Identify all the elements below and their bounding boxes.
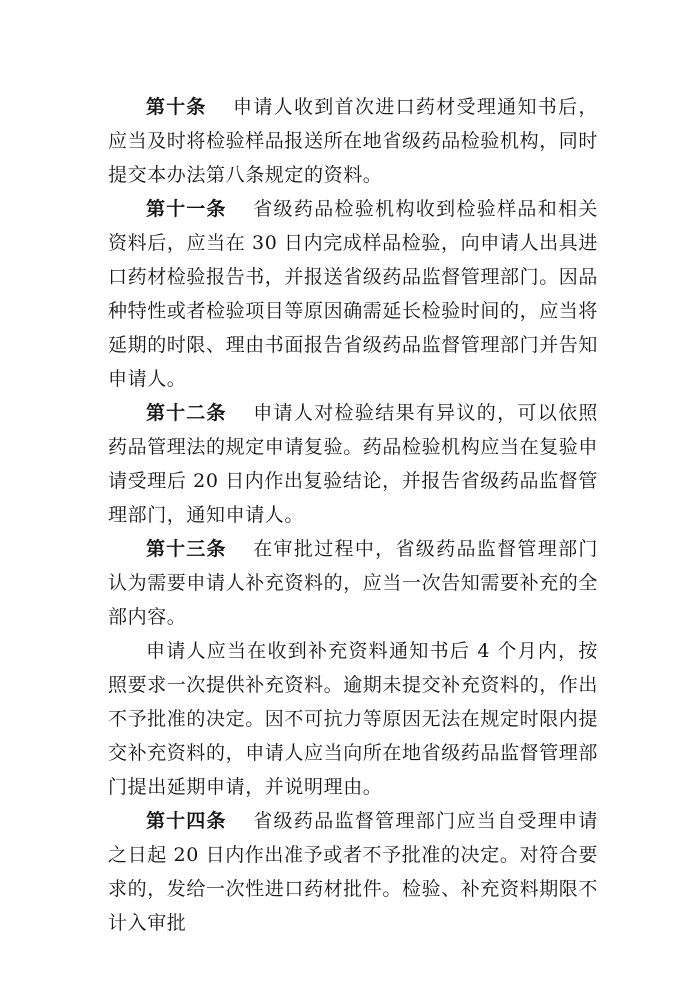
article-12-number: 第十二条	[146, 402, 227, 424]
article-10-number: 第十条	[146, 96, 207, 118]
article-10-text: 申请人收到首次进口药材受理通知书后，应当及时将检验样品报送所在地省级药品检验机构，同时提交本办法第八条规定的资料。	[108, 96, 599, 186]
article-14-paragraph	[108, 804, 598, 940]
article-11-number: 第十一条	[146, 198, 227, 220]
article-13-paragraph	[108, 532, 598, 634]
article-14-text: 省级药品监督管理部门应当自受理申请之日起 20 日内作出准予或者不予批准的决定。对符合要求的，发给一次性进口药材批件。检验、补充资料期限不计入审批	[108, 810, 599, 934]
article-11-text: 省级药品检验机构收到检验样品和相关资料后，应当在 30 日内完成样品检验，向申请人出具进口药材检验报告书，并报送省级药品监督管理部门。因品种特性或者检验项目等原因确需延长检验时间的，应当将延期的时限、理由书面报告省级药品监督管理部门并告知申请人。	[108, 198, 599, 390]
document-page	[108, 90, 598, 940]
article-12-paragraph	[108, 396, 598, 532]
article-11-paragraph	[108, 192, 598, 396]
article-10-paragraph	[108, 90, 598, 192]
article-13-text: 在审批过程中，省级药品监督管理部门认为需要申请人补充资料的，应当一次告知需要补充的全部内容。	[108, 538, 599, 628]
article-14-number: 第十四条	[146, 810, 227, 832]
article-13-continuation-text: 申请人应当在收到补充资料通知书后 4 个月内，按照要求一次提供补充资料。逾期未提交补充资料的，作出不予批准的决定。因不可抗力等原因无法在规定时限内提交补充资料的，申请人应当向所在地省级药品监督管理部门提出延期申请，并说明理由。	[108, 640, 599, 798]
article-12-text: 申请人对检验结果有异议的，可以依照药品管理法的规定申请复验。药品检验机构应当在复验申请受理后 20 日内作出复验结论，并报告省级药品监督管理部门，通知申请人。	[108, 402, 599, 526]
article-13-continuation-paragraph	[108, 634, 598, 804]
article-13-number: 第十三条	[146, 538, 227, 560]
